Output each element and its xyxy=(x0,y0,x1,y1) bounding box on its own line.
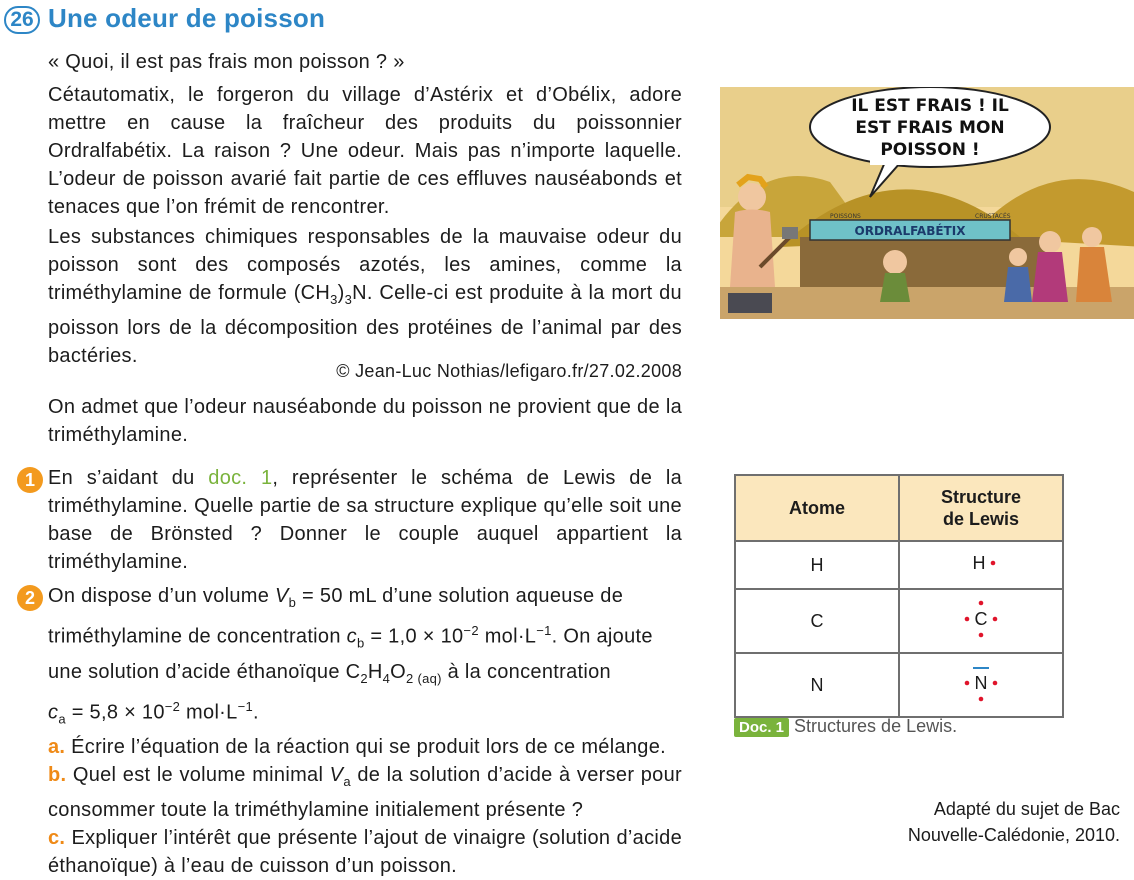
question-1-text: En s’aidant du doc. 1, représenter le schéma de Lewis de la triméthylamine. Quelle partie de sa structure explique qu’elle soit une base de Brönsted ? Donner le couple auquel appartient la triméthylamine. xyxy=(48,467,682,573)
doc-1-tag: Doc. 1 xyxy=(734,718,789,737)
stall-sign-text: ORDRALFABÉTIX xyxy=(854,224,966,238)
exercise-title: Une odeur de poisson xyxy=(48,3,326,33)
table-header-row xyxy=(735,475,1063,541)
question-2-text: On dispose d’un volume $V_b = 50$ mL d’une solution aqueuse de triméthylamine de concentration $c_b = 1,0 \times 10^{-2}$ $mol\cdot L^{-1}$. On ajoute une solution d’acide éthanoïque $C_2H_4O_{2 (aq)}$ à la concentration $c_a = 5,8 \times 10^{-2}$ $mol\cdot L^{-1}$. a. Écrire l’équation de la réaction qui se produit lors de ce mélange. b. Quel est le volume minimal $V_a$ de la solution d’acide à verser pour consommer toute la triméthylamine initialement présente ? c. Expliquer l’intérêt que présente l’ajout de vinaigre (solution d’acide éthanoïque) à l’eau de cuisson d’un poisson. xyxy=(48,582,682,880)
asterix-comic-illustration xyxy=(720,87,1134,319)
speech-line-3: POISSON ! xyxy=(880,140,980,160)
exercise-number-badge: 26 xyxy=(4,6,40,34)
svg-text:CRUSTACÉS: CRUSTACÉS xyxy=(975,213,1011,220)
svg-text:C: C xyxy=(974,608,988,629)
column-header-lewis: Structure de Lewis xyxy=(899,475,1063,541)
assumption-text: On admet que l’odeur nauséabonde du poisson ne provient que de la triméthylamine. xyxy=(48,396,682,446)
atom-cell: N xyxy=(735,653,899,717)
svg-text:N: N xyxy=(974,672,988,693)
article-credit: © Jean-Luc Nothias/lefigaro.fr/27.02.2008 xyxy=(336,361,682,381)
doc-1-caption: Doc. 1 Structures de Lewis. xyxy=(734,716,957,737)
source-note: Adapté du sujet de Bac Nouvelle-Calédonie, 2010. xyxy=(907,799,1120,845)
column-header-atom: Atome xyxy=(735,475,899,541)
speech-line-2: EST FRAIS MON xyxy=(855,118,1005,138)
table-row xyxy=(735,541,1063,589)
lewis-structure-table xyxy=(734,474,1064,718)
table-row xyxy=(735,589,1063,653)
question-2a: a. Écrire l’équation de la réaction qui se produit lors de ce mélange. xyxy=(48,736,667,759)
table-row xyxy=(735,653,1063,717)
atom-cell: C xyxy=(735,589,899,653)
question-2b: b. Quel est le volume minimal $V_a$ de la solution d’acide à verser pour consommer toute la triméthylamine initialement présente ? xyxy=(48,764,682,822)
article-quote: « Quoi, il est pas frais mon poisson ? » xyxy=(48,51,405,73)
svg-text:H: H xyxy=(972,552,986,573)
doc-1-link[interactable]: doc. 1 xyxy=(208,467,273,489)
atom-cell: H xyxy=(735,541,899,589)
article-paragraph-2: Les substances chimiques responsables de la mauvaise odeur du poisson sont des composés azotés, les amines, comme la triméthylamine de formule $(CH_3)_3N$. Celle-ci est produite à la mort du poisson lors de la décomposition des protéines de l’animal par des bactéries. xyxy=(48,226,682,367)
lewis-cell-c xyxy=(899,589,1063,653)
svg-text:POISSONS: POISSONS xyxy=(830,213,861,220)
article-paragraph-1: Cétautomatix, le forgeron du village d’Astérix et d’Obélix, adore mettre en cause la fraîcheur des produits du poissonnier Ordralfabétix. La raison ? Une odeur. Mais pas n’importe laquelle. L’odeur de poisson avarié fait partie de ces effluves nauséabonds et tenaces que l’on frémit de rencontrer. xyxy=(48,84,682,218)
lewis-cell-h xyxy=(899,541,1063,589)
lewis-cell-n xyxy=(899,653,1063,717)
comic-drawing xyxy=(720,87,1134,319)
speech-line-1: IL EST FRAIS ! IL xyxy=(851,96,1009,116)
question-1-badge: 1 xyxy=(17,467,43,493)
question-2-badge: 2 xyxy=(17,585,43,611)
question-2c: c. Expliquer l’intérêt que présente l’ajout de vinaigre (solution d’acide éthanoïque) à l’eau de cuisson d’un poisson. xyxy=(48,827,682,878)
